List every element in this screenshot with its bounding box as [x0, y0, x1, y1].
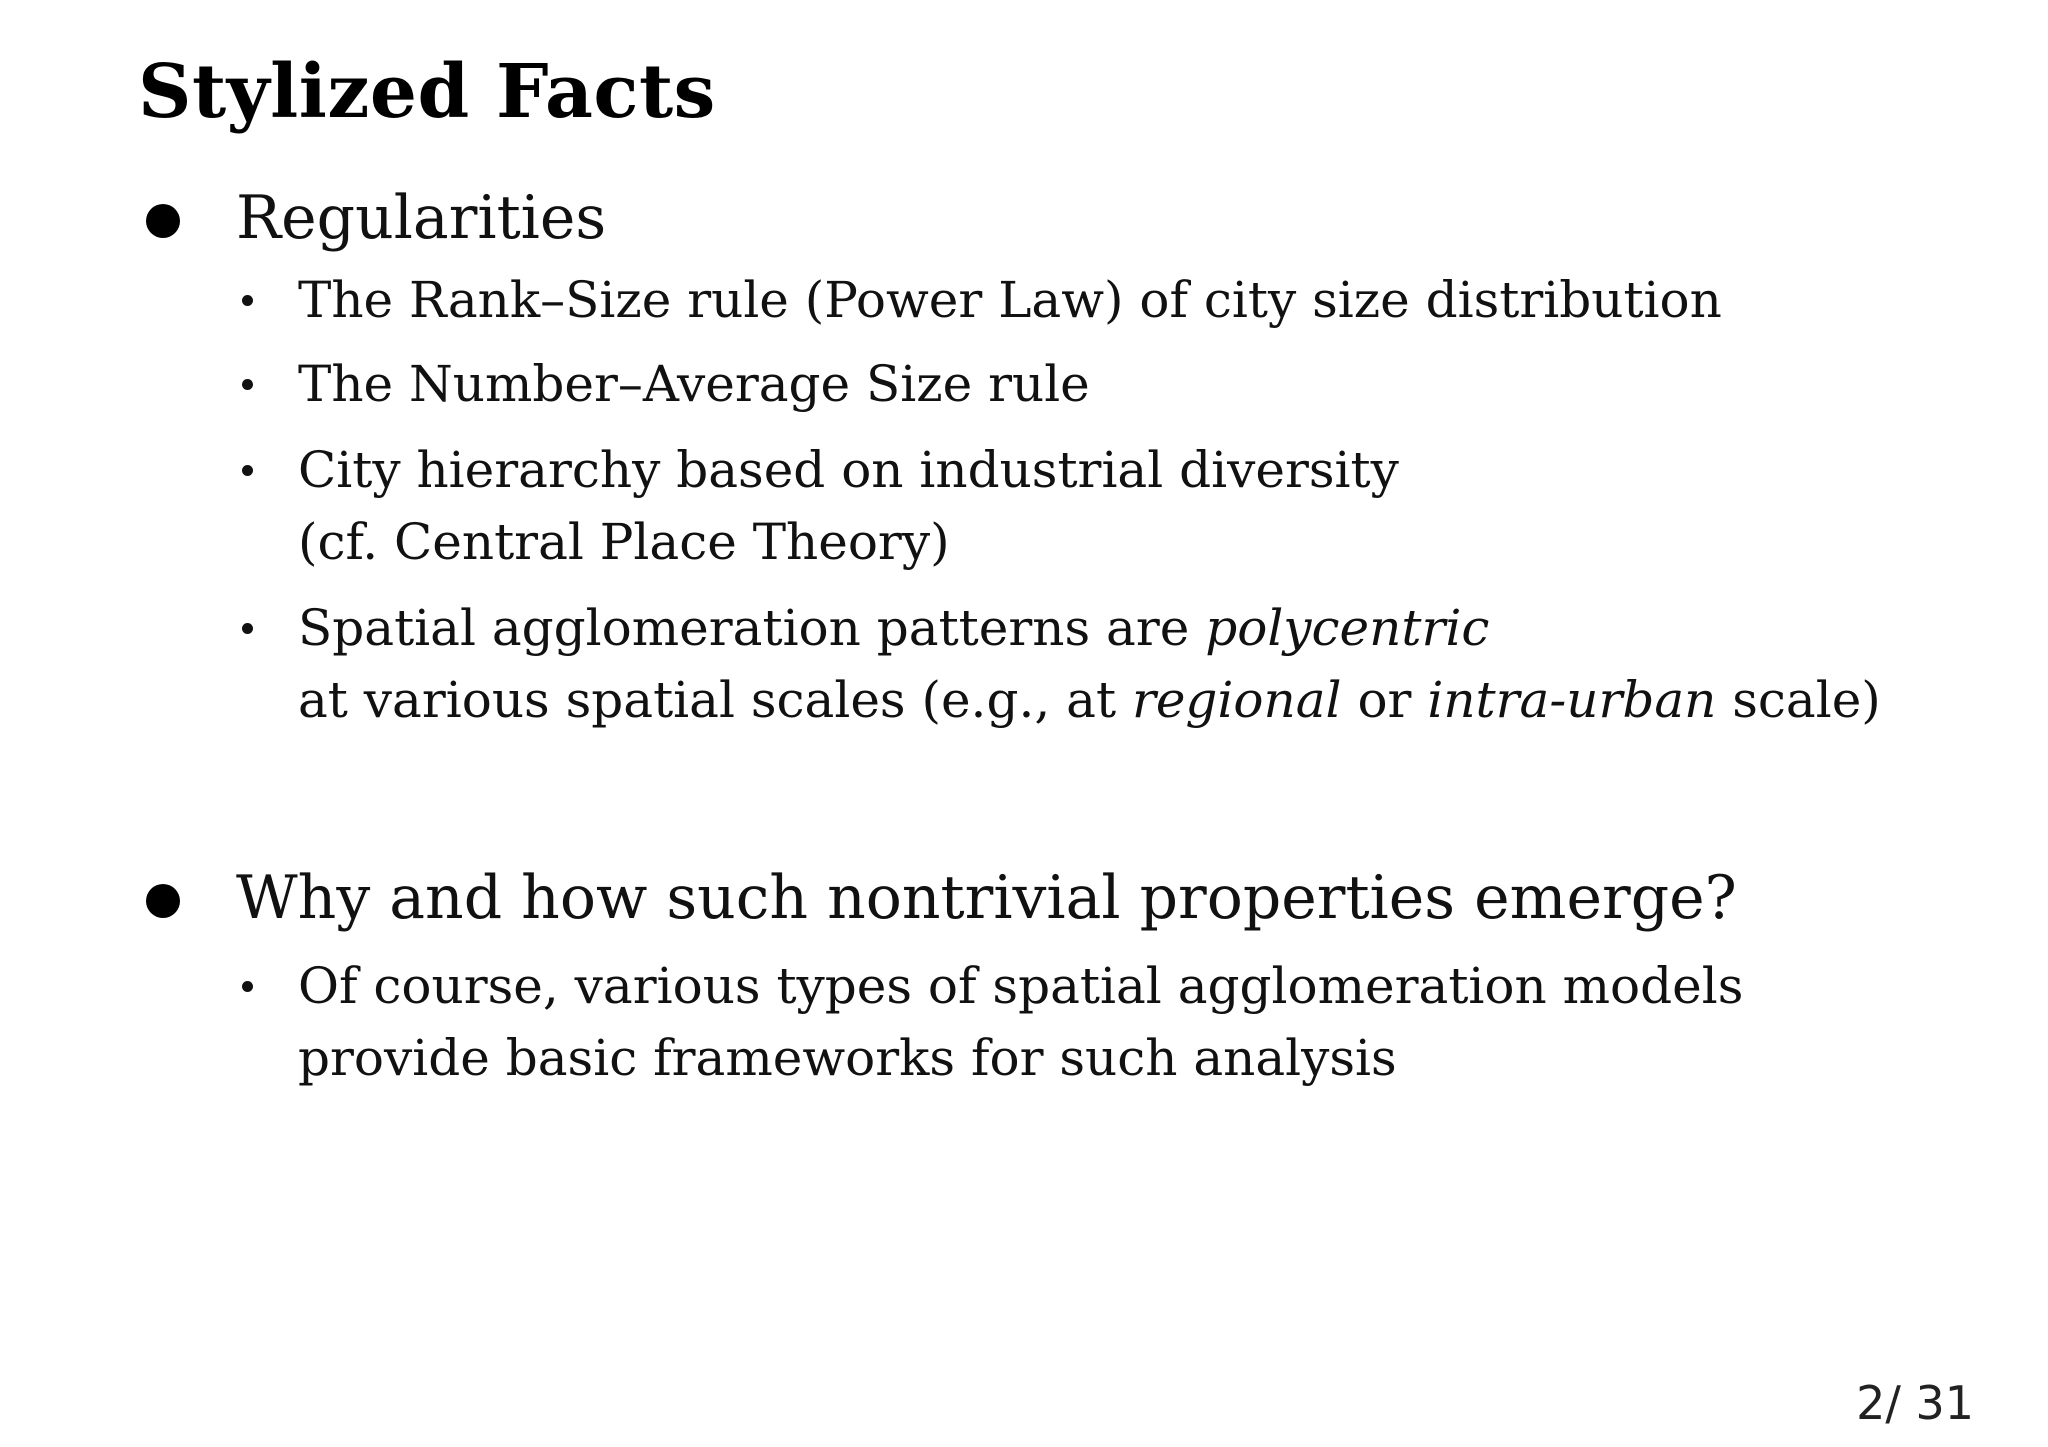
emphasis-text: polycentric — [1205, 599, 1490, 657]
list-item-line — [298, 592, 1998, 664]
bullet-label: Regularities — [236, 183, 607, 253]
sub-list — [138, 950, 1998, 1094]
sub-bullet-dot-icon — [242, 295, 253, 306]
line-text: City hierarchy based on industrial diversity — [298, 441, 1399, 499]
list-item-line — [298, 434, 1998, 506]
list-item-line — [298, 950, 1998, 1022]
line-text: at various spatial scales (e.g., at — [298, 671, 1132, 729]
emphasis-text: intra-urban — [1427, 671, 1717, 729]
page-number: 2/ 31 — [1856, 1376, 1974, 1430]
bullet-heading — [138, 860, 1998, 936]
list-item-line — [298, 664, 1998, 736]
sub-list — [138, 264, 1998, 736]
sub-bullet-dot-icon — [242, 981, 253, 992]
line-text: provide basic frameworks for such analysis — [298, 1029, 1397, 1087]
list-item — [138, 950, 1998, 1094]
bullet-why-how — [138, 860, 1998, 1094]
list-item — [138, 348, 1998, 420]
list-item — [138, 592, 1998, 736]
line-text: Spatial agglomeration patterns are — [298, 599, 1206, 657]
list-item-line — [298, 506, 1998, 578]
list-item — [138, 434, 1998, 578]
bullet-heading — [138, 180, 1998, 256]
sub-bullet-dot-icon — [242, 379, 253, 390]
emphasis-text: regional — [1131, 671, 1342, 729]
list-item-line — [298, 1022, 1998, 1094]
bullet-label: Why and how such nontrivial properties emerge? — [236, 863, 1737, 933]
list-item-line — [298, 348, 1998, 420]
line-text: Of course, various types of spatial agglomeration models — [298, 957, 1744, 1015]
list-item — [138, 264, 1998, 336]
line-text: The Number–Average Size rule — [298, 355, 1090, 413]
bullet-regularities — [138, 180, 1998, 736]
sub-bullet-dot-icon — [242, 465, 253, 476]
bullet-dot-icon — [146, 884, 180, 918]
line-text: (cf. Central Place Theory) — [298, 513, 950, 571]
line-text: scale) — [1716, 671, 1881, 729]
line-text: or — [1341, 671, 1428, 729]
slide-title: Stylized Facts — [138, 49, 716, 135]
bullet-dot-icon — [146, 204, 180, 238]
line-text: The Rank–Size rule (Power Law) of city size distribution — [298, 271, 1722, 329]
sub-bullet-dot-icon — [242, 623, 253, 634]
list-item-line — [298, 264, 1998, 336]
